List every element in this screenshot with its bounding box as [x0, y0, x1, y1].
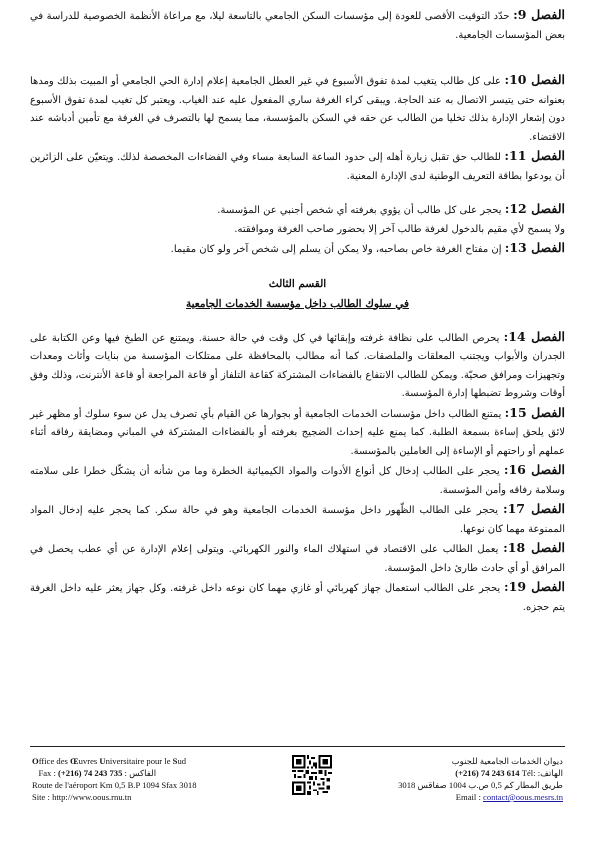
article-label: الفصل 15: [504, 404, 566, 420]
article-label: الفصل 10: [504, 72, 565, 87]
article-13 [30, 239, 565, 260]
article-16 [30, 461, 565, 500]
address-ar: طريق المطار كم 0,5 ص.ب 1004 صفاقس 3018 [398, 780, 563, 790]
qr-code-icon [292, 755, 332, 795]
articles-bottom [30, 328, 565, 618]
article-label: الفصل 13: [504, 240, 565, 255]
office-name-ar: ديوان الخدمات الجامعية للجنوب [451, 756, 563, 766]
articles-mid [30, 200, 565, 260]
article-label: الفصل 12: [504, 201, 565, 216]
tel-number: (+216) 74 243 614 [455, 768, 520, 778]
article-text: للطالب حق تقبل زيارة أهله إلى حدود الساعة السابعة مساء وفي الفضاءات المخصصة لذلك. ويتعيّن على الزائرين أن يودعوا بطاقة التعريف الوطنية لدى الإدارة المعنية. [30, 152, 565, 182]
article-10 [30, 71, 565, 147]
articles-top [30, 6, 565, 186]
article-17 [30, 500, 565, 539]
article-label: الفصل 14: [503, 328, 566, 344]
address-fr: Route de l'aéroport Km 0,5 B.P 1094 Sfax 3018 [32, 780, 197, 790]
office-name-fr: Office des Œuvres Universitaire pour le Sud [32, 756, 187, 766]
article-text: يحجر على كل طالب أن يؤوي بغرفته أي شخص أجنبي عن المؤسسة. [217, 205, 505, 216]
fax-number: (+216) 74 243 735 [58, 768, 123, 778]
article-text: يحجر على الطالب إدخال كل أنواع الأدوات والمواد الكيميائية الخطرة وما من شأنه أن يشكّل خطرا على سلامته وسلامة رفاقه وأمن المؤسسة. [30, 466, 565, 496]
section-title: القسم الثالث [268, 277, 327, 290]
article-label: الفصل 11: [504, 148, 565, 163]
fax-line: Fax : (+216) 74 243 735 : الفاكس [38, 768, 157, 778]
article-text: على كل طالب يتغيب لمدة تفوق الأسبوع في غير العطل الجامعية إعلام إدارة الحي الجامعي أو المبيت بذلك ومدها بعنوانه حتى يتيسر الاتصال به عند الحاجة. ويبقى كراء الغرفة ساري المفعول عليه عند الغياب. ويعتبر كل تغيب لمدة تفوق الأسبوع دون إشعار الإدارة بذلك تخليا من الطالب عن حقه في السكن بالمؤسسة، مما يسمح لها بالتصرف في الغرفة مع تأمين أدباشه عند الاقتضاء. [30, 76, 565, 143]
article-label: الفصل 9: [513, 7, 565, 22]
article-text: إن مفتاح الغرفة خاص بصاحبه، ولا يمكن أن يسلم إلى شخص آخر ولو كان مقيما. [170, 244, 505, 255]
article-text: ولا يسمح لأي مقيم بالدخول لغرفة طالب آخر إلا بحضور صاحب الغرفة وموافقته. [234, 223, 565, 235]
email-line: Email : contact@oous.mesrs.tn [455, 792, 563, 802]
regulation-body [30, 6, 565, 617]
article-18 [30, 539, 565, 578]
article-19 [30, 578, 565, 617]
site-link[interactable]: http://www.oous.rnu.tn [52, 792, 132, 802]
footer-french-contact [32, 755, 197, 803]
article-text: يحجر على الطالب استعمال جهاز كهربائي أو غازي مهما كان نوعه داخل غرفته. وكل جهاز يعثر عليه داخل الغرفة يتم حجزه. [30, 583, 565, 613]
article-label: الفصل 16: [503, 462, 566, 477]
article-text: يعمل الطالب على الاقتصاد في استهلاك الماء والنور الكهربائي. ويتولى إعلام الإدارة عن أي عطب يحصل في المرافق أو أي حادث طارئ داخل المؤسسة. [30, 544, 565, 574]
article-label: الفصل 17: [502, 501, 565, 516]
article-label: الفصل 18: [503, 540, 566, 555]
article-15 [30, 404, 565, 462]
article-11 [30, 147, 565, 186]
footer-arabic-contact [398, 755, 563, 803]
page-footer [30, 746, 565, 827]
article-12-cont [30, 221, 565, 240]
article-label: الفصل 19: [504, 579, 566, 594]
article-text: يحجر على الطالب الظّهور داخل مؤسسة الخدمات الجامعية وهو في حالة سكر. كما يحجر عليه إدخال المواد الممنوعة مهما كان نوعها. [30, 505, 565, 535]
section-subtitle: في سلوك الطالب داخل مؤسسة الخدمات الجامعية [185, 297, 410, 310]
article-14 [30, 328, 565, 404]
tel-line: الهاتف: (+216) 74 243 614 Tél: [455, 768, 563, 778]
article-text: حدّد التوقيت الأقصى للعودة إلى مؤسسات السكن الجامعي بالتاسعة ليلا، مع مراعاة الأنظمة الخصوصية للدراسة في بعض المؤسسات الجامعية. [30, 11, 565, 41]
article-text: يحرص الطالب على نظافة غرفته وإبقائها في كل وقت في حالة حسنة. ويمتنع عن الطبخ فيها وعن الكتابة على الجدران والأبواب ويجتنب المعلقات والملصقات. كما أنه مطالب بالمحافظة على ممتلكات المؤسسة من بنايات وأثاث ومعدات وتجهيزات ومرافق صحيّة. ويمكن للطالب الانتفاع بالفضاءات المشتركة كقاعة التلفاز أو قاعة المراجعة أو قاعة الأنترنت، وذلك وفق أوقات وشروط تضبطها إدارة المؤسسة. [30, 332, 565, 399]
article-12 [30, 200, 565, 221]
email-link[interactable]: contact@oous.mesrs.tn [483, 792, 563, 802]
site-line: Site : http://www.oous.rnu.tn [32, 792, 132, 802]
article-9 [30, 6, 565, 45]
article-text: يمتنع الطالب داخل مؤسسات الخدمات الجامعية أو بجوارها عن القيام بأي تصرف يدل عن سوء سلوك أو مظهر غير لائق يلحق إساءة بسمعة الطلبة. كما يمنع عليه إحداث الضجيج بغرفته أو بالفضاءات المشتركة في المباني ومضايقة رفاقه أثناء عملهم أو راحتهم أو الإساءة إلى العاملين بالمؤسسة. [30, 408, 565, 457]
